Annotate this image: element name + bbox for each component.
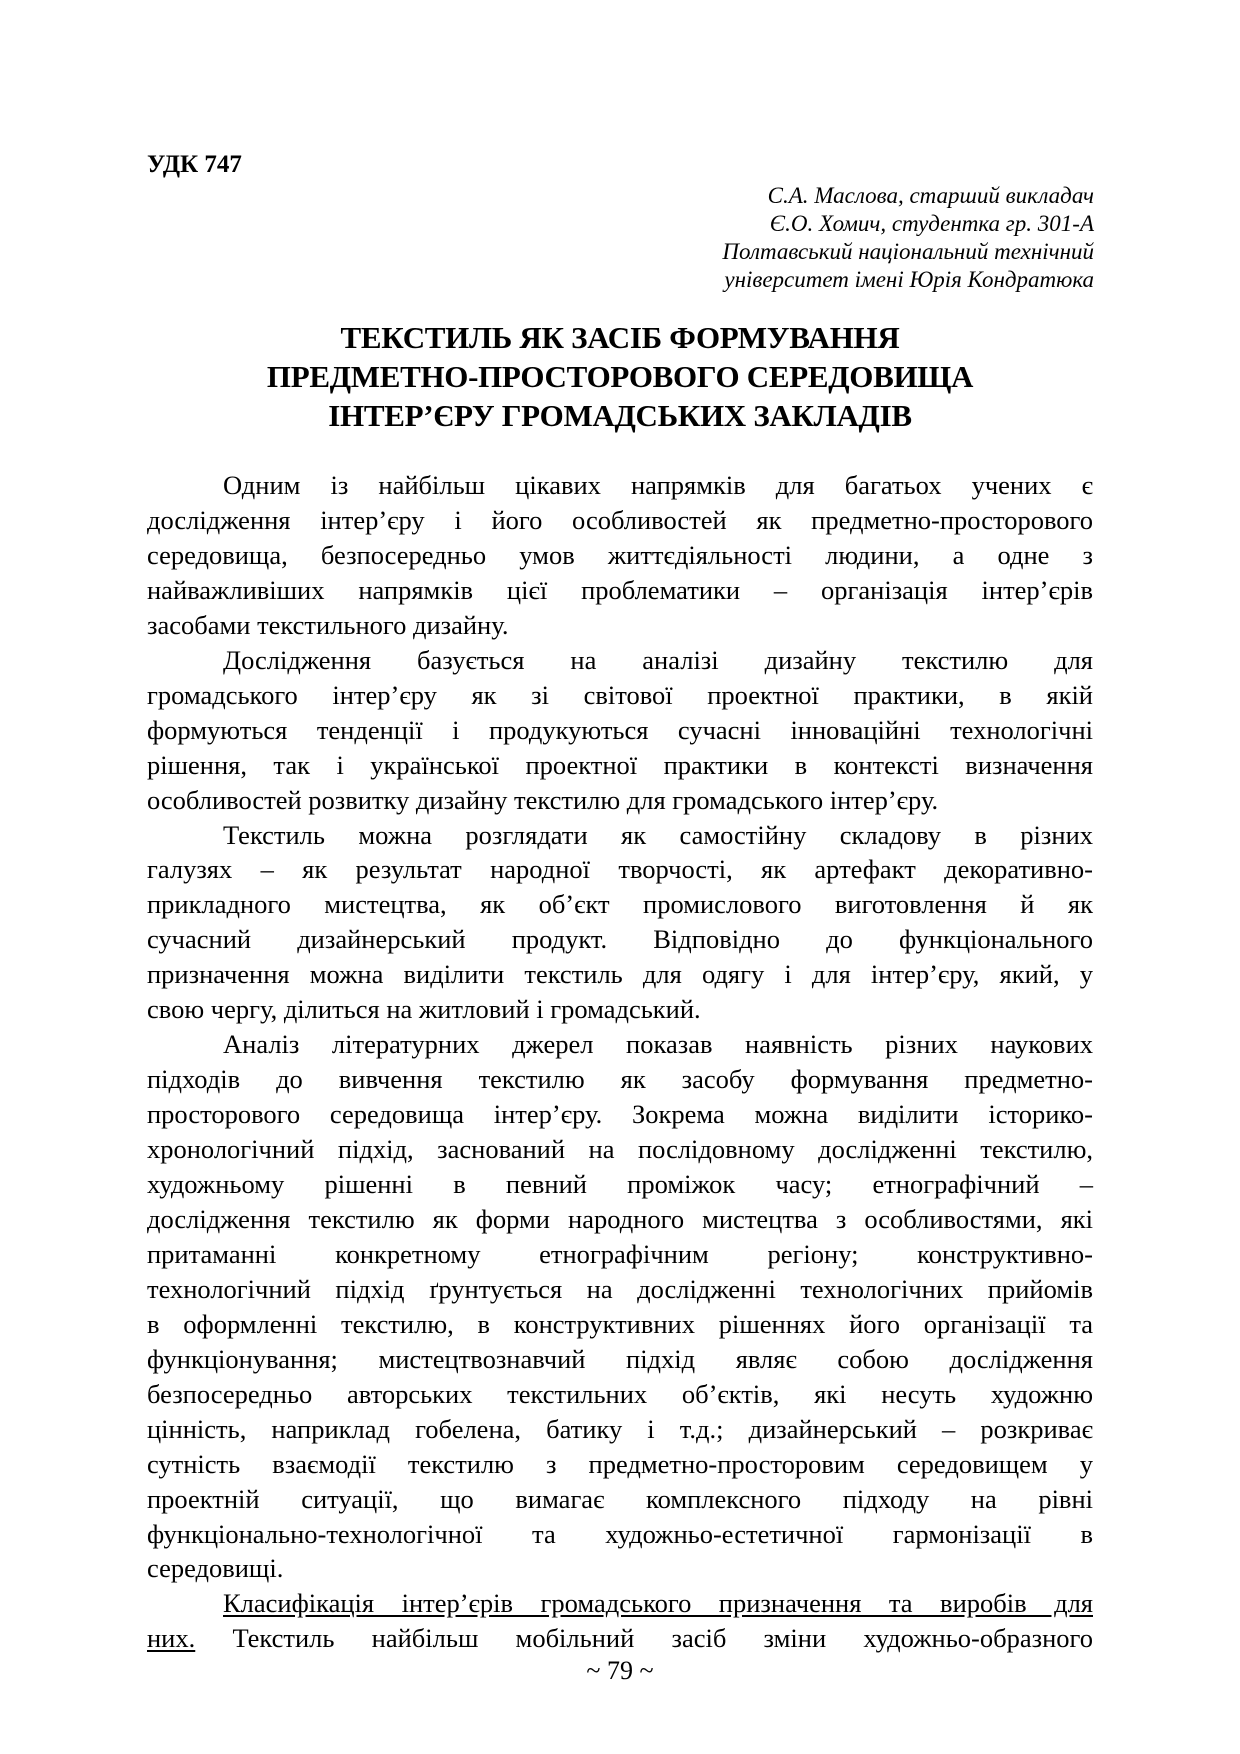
paragraph-line: прикладного мистецтва, як об’єкт промислового виготовлення й як — [147, 889, 1093, 920]
paragraph-line: рішення, так і української проектної практики в контексті визначення — [147, 749, 1093, 780]
paragraph-line: безпосередньо авторських текстильних об’єктів, які несуть художню — [147, 1378, 1093, 1409]
paragraph-line: дослідження текстилю як форми народного мистецтва з особливостями, які — [147, 1203, 1093, 1234]
paragraph-line: особливостей розвитку дизайну текстилю для громадського інтер’єру. — [147, 784, 939, 815]
paragraph-line: функціонування; мистецтвознавчий підхід являє собою дослідження — [147, 1343, 1093, 1374]
paragraph-line: функціонально-технологічної та художньо-естетичної гармонізації в — [147, 1518, 1093, 1549]
author-line: Є.О. Хомич, студентка гр. 301-А — [769, 211, 1094, 236]
paragraph-line — [147, 1621, 1093, 1656]
section-heading-line — [147, 1586, 1093, 1621]
page-number: ~ 79 ~ — [586, 1656, 654, 1685]
paragraph-line: технологічний підхід ґрунтується на дослідженні технологічних прийомів — [147, 1273, 1093, 1304]
affiliation-line: університет імені Юрія Кондратюка — [724, 267, 1094, 292]
paragraph-line: громадського інтер’єру як зі світової проектної практики, в якій — [147, 679, 1093, 710]
section-heading: Класифікація інтер’єрів громадського призначення та виробів для — [223, 1588, 1093, 1619]
paragraph-line: Дослідження базується на аналізі дизайну текстилю для — [223, 644, 1093, 675]
title-line: ТЕКСТИЛЬ ЯК ЗАСІБ ФОРМУВАННЯ — [340, 320, 900, 355]
paragraph-line: притаманні конкретному етнографічним регіону; конструктивно- — [147, 1238, 1093, 1269]
paragraph-line: просторового середовища інтер’єру. Зокрема можна виділити історико- — [147, 1099, 1093, 1130]
title-line: ІНТЕР’ЄРУ ГРОМАДСЬКИХ ЗАКЛАДІВ — [328, 398, 912, 433]
paragraph-line: середовища, безпосередньо умов життєдіяльності людини, а одне з — [147, 539, 1093, 570]
paragraph-line: призначення можна виділити текстиль для одягу і для інтер’єру, який, у — [147, 959, 1093, 990]
author-block — [722, 182, 1094, 294]
udc-code: УДК 747 — [147, 151, 242, 178]
paragraph-line: підходів до вивчення текстилю як засобу формування предметно- — [147, 1064, 1093, 1095]
paragraph-line: Текстиль можна розглядати як самостійну складову в різних — [223, 819, 1093, 850]
paragraph-line: сутність взаємодії текстилю з предметно-просторовим середовищем у — [147, 1448, 1093, 1479]
paragraph-line: свою чергу, ділиться на житловий і громадський. — [147, 994, 701, 1025]
paragraph-line: дослідження інтер’єру і його особливостей як предметно-просторового — [147, 504, 1093, 535]
paragraph-line: художньому рішенні в певний проміжок часу; етнографічний – — [147, 1169, 1093, 1199]
paragraph-line: найважливіших напрямків цієї проблематики – організація інтер’єрів — [147, 574, 1093, 605]
paragraph-line: галузях – як результат народної творчості, як артефакт декоративно- — [147, 854, 1093, 885]
paragraph-line: в оформленні текстилю, в конструктивних рішеннях його організації та — [147, 1308, 1093, 1339]
paragraph-text: Текстиль найбільш мобільний засіб зміни художньо-образного — [195, 1623, 1093, 1654]
title-line: ПРЕДМЕТНО-ПРОСТОРОВОГО СЕРЕДОВИЩА — [266, 359, 974, 394]
paragraph-line: засобами текстильного дизайну. — [147, 609, 509, 640]
paragraph-line: хронологічний підхід, заснований на послідовному дослідженні текстилю, — [147, 1134, 1093, 1165]
author-line: С.А. Маслова, старший викладач — [767, 183, 1094, 208]
paragraph-line: формуються тенденції і продукуються сучасні інноваційні технологічні — [147, 714, 1093, 745]
paragraph-line: середовищі. — [147, 1553, 284, 1584]
section-heading-tail: них. — [147, 1623, 196, 1654]
paragraph-line: сучасний дизайнерський продукт. Відповідно до функціонального — [147, 924, 1093, 955]
paragraph-line: Одним із найбільш цікавих напрямків для багатьох учених є — [223, 470, 1093, 500]
paragraph-line: проектній ситуації, що вимагає комплексного підходу на рівні — [147, 1483, 1093, 1514]
affiliation-line: Полтавський національний технічний — [722, 239, 1094, 264]
paragraph-line: цінність, наприклад гобелена, батику і т.д.; дизайнерський – розкриває — [147, 1413, 1093, 1444]
paragraph-line: Аналіз літературних джерел показав наявність різних наукових — [223, 1029, 1093, 1060]
article-title — [147, 318, 1093, 435]
